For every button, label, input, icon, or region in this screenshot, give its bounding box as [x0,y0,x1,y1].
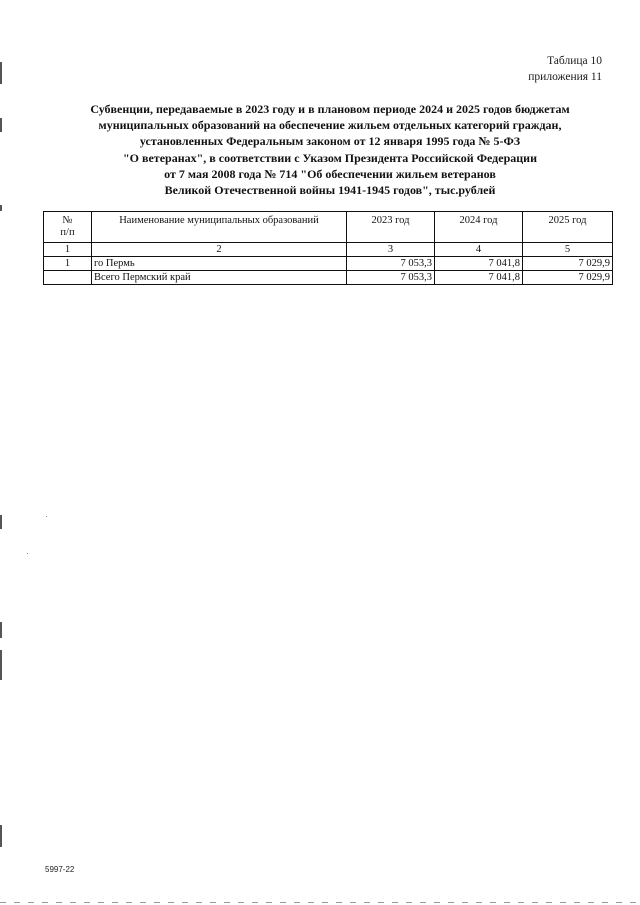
table-row [44,257,613,271]
scan-margin-mark [0,825,2,847]
total-2025: 7 029,9 [523,271,613,285]
column-number: 3 [347,243,435,257]
title-line: установленных Федеральным законом от 12 января 1995 года № 5-ФЗ [139,134,521,149]
column-number: 5 [523,243,613,257]
total-label: Всего Пермский край [92,271,347,285]
total-2023: 7 053,3 [347,271,435,285]
header-year-2024: 2024 год [435,212,523,243]
title-line: от 7 мая 2008 года № 714 "Об обеспечении жильем ветеранов [164,166,496,181]
table-reference [528,53,602,85]
value-2023: 7 053,3 [347,257,435,271]
column-number: 4 [435,243,523,257]
title-line: муниципальных образований на обеспечение жильем отдельных категорий граждан, [98,118,562,133]
title-line: Великой Отечественной войны 1941-1945 годов", тыс.рублей [164,183,496,198]
scan-margin-mark [0,622,2,638]
total-row [44,271,613,285]
header-row-number [44,212,92,243]
table-header-row [44,212,613,243]
scan-margin-mark [0,62,2,84]
header-year-2023: 2023 год [347,212,435,243]
scan-margin-mark [0,205,2,211]
scan-margin-mark [0,515,2,529]
header-year-2025: 2025 год [523,212,613,243]
appendix-number: приложения 11 [528,71,602,83]
scan-speck [46,516,47,517]
document-code: 5997-22 [45,865,75,874]
total-row-number [44,271,92,285]
column-number-row [44,243,613,257]
municipality-name: го Пермь [92,257,347,271]
row-number: 1 [44,257,92,271]
value-2025: 7 029,9 [523,257,613,271]
subsidies-table [43,211,613,285]
header-number-sign: № [62,215,73,226]
column-number: 2 [92,243,347,257]
scan-bottom-edge [0,902,640,903]
title-line: Субвенции, передаваемые в 2023 году и в плановом периоде 2024 и 2025 годов бюджетам [90,102,570,116]
table-number: Таблица 10 [547,55,602,67]
header-number-abbrev: п/п [60,227,75,238]
scan-speck [27,553,28,554]
value-2024: 7 041,8 [435,257,523,271]
column-number: 1 [44,243,92,257]
document-title [40,101,620,198]
scan-margin-mark [0,118,2,132]
header-municipality-name: Наименование муниципальных образований [92,212,347,243]
scan-margin-mark [0,650,2,680]
title-line: "О ветеранах", в соответствии с Указом Президента Российской Федерации [123,150,537,165]
total-2024: 7 041,8 [435,271,523,285]
